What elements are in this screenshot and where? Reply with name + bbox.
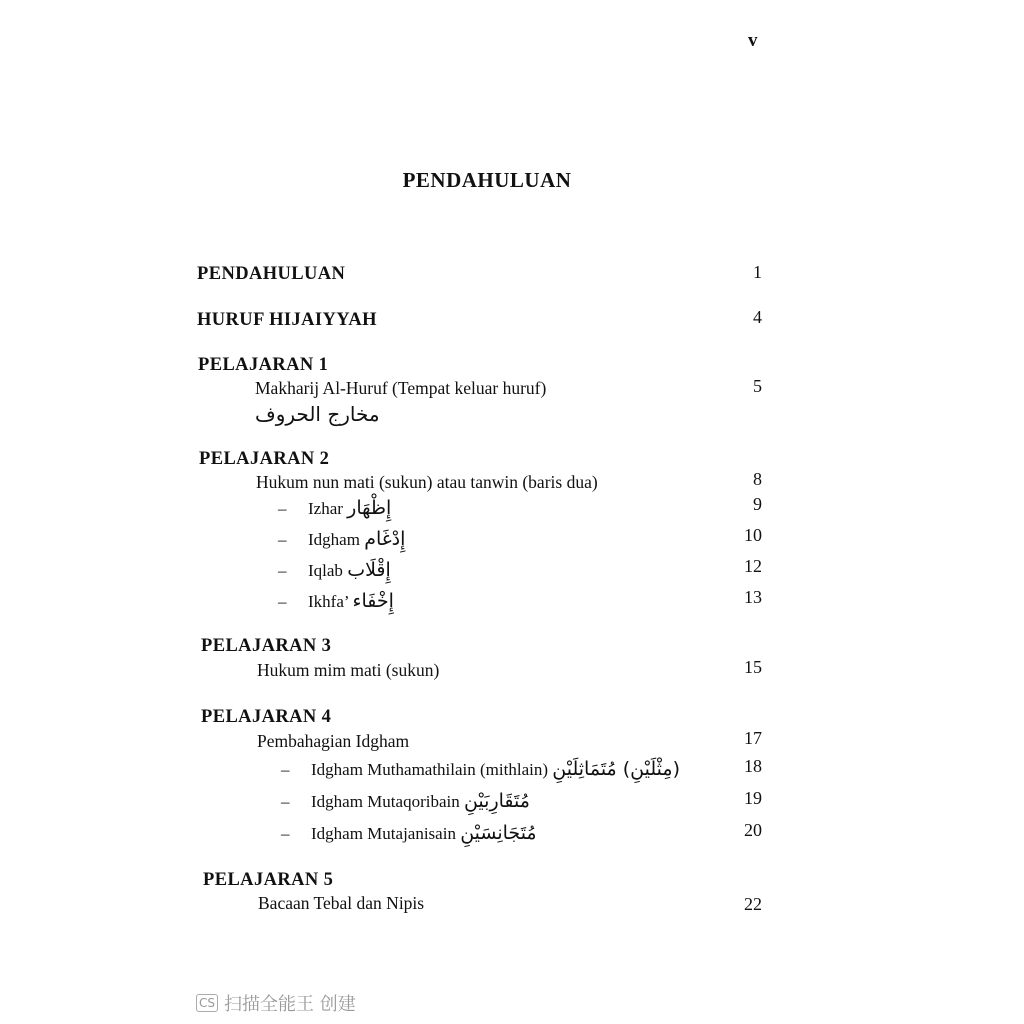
page-title: PENDAHULUAN xyxy=(402,168,572,192)
bullet-dash: – xyxy=(278,561,287,580)
bullet-dash: – xyxy=(278,592,287,611)
toc-heading-huruf-hijaiyyah: HURUF HIJAIYYAH xyxy=(197,310,377,330)
toc-heading-pelajaran-3: PELAJARAN 3 xyxy=(201,636,332,656)
toc-page-number: 4 xyxy=(753,307,762,327)
toc-arabic-makharij: مخارج الحروف xyxy=(255,402,380,426)
toc-page-number: 15 xyxy=(744,657,762,677)
arabic-term: إِخْفَاء xyxy=(352,590,394,612)
bullet-dash: – xyxy=(281,824,290,843)
toc-heading-pelajaran-2: PELAJARAN 2 xyxy=(199,449,330,469)
toc-entry-hukum-mim-mati: Hukum mim mati (sukun) xyxy=(257,660,440,680)
toc-page-number: 5 xyxy=(753,376,762,396)
toc-subentry-mutaqoribain: – Idgham Mutaqoribain مُتَقَارِبَيْنِ xyxy=(281,790,530,812)
toc-page-number: 1 xyxy=(753,262,762,282)
bullet-dash: – xyxy=(278,530,287,549)
toc-heading-pelajaran-1: PELAJARAN 1 xyxy=(198,355,329,375)
toc-entry-pembahagian-idgham: Pembahagian Idgham xyxy=(257,731,410,751)
toc-page-number: 18 xyxy=(744,756,762,776)
arabic-term: مُتَقَارِبَيْنِ xyxy=(463,790,530,812)
scanner-watermark xyxy=(196,990,356,1016)
arabic-term: (مِثْلَيْنِ) مُتَمَاثِلَيْنِ xyxy=(552,758,680,780)
toc-subentry-muthamathilain: – Idgham Muthamathilain (mithlain) (مِثْلَيْنِ) مُتَمَاثِلَيْنِ xyxy=(281,758,680,780)
toc-page-number: 10 xyxy=(744,525,762,545)
bullet-dash: – xyxy=(281,792,290,811)
toc-heading-pendahuluan: PENDAHULUAN xyxy=(197,264,346,284)
toc-page-number: 22 xyxy=(744,894,762,914)
toc-page-number: 13 xyxy=(744,587,762,607)
bullet-dash: – xyxy=(281,760,290,779)
toc-page-number: 9 xyxy=(753,494,762,514)
toc-page-number: 20 xyxy=(744,820,762,840)
toc-heading-pelajaran-5: PELAJARAN 5 xyxy=(203,870,334,890)
arabic-term: إِقْلَاب xyxy=(347,559,391,581)
arabic-term: مُتَجَانِسَيْنِ xyxy=(460,822,537,844)
camscanner-logo-icon: CS xyxy=(196,994,218,1012)
toc-entry-bacaan-tebal: Bacaan Tebal dan Nipis xyxy=(258,893,425,913)
toc-page-number: 12 xyxy=(744,556,762,576)
toc-page-number: 8 xyxy=(753,469,762,489)
arabic-term: إِظْهَار xyxy=(347,497,392,519)
toc-entry-hukum-nun-mati: Hukum nun mati (sukun) atau tanwin (baris dua) xyxy=(256,472,598,492)
bullet-dash: – xyxy=(278,499,287,518)
toc-subentry-iqlab: – Iqlab إِقْلَاب xyxy=(278,559,391,581)
toc-page-number: 17 xyxy=(744,728,762,748)
toc-page-number: 19 xyxy=(744,788,762,808)
toc-subentry-idgham: – Idgham إِدْغَام xyxy=(278,528,406,550)
watermark-text: 扫描全能王 创建 xyxy=(224,994,356,1015)
arabic-term: إِدْغَام xyxy=(364,528,406,550)
toc-subentry-izhar: – Izhar إِظْهَار xyxy=(278,497,392,519)
toc-entry-makharij: Makharij Al-Huruf (Tempat keluar huruf) xyxy=(255,378,547,398)
toc-subentry-mutajanisain: – Idgham Mutajanisain مُتَجَانِسَيْنِ xyxy=(281,822,537,844)
toc-heading-pelajaran-4: PELAJARAN 4 xyxy=(201,707,332,727)
page-number: v xyxy=(748,30,758,51)
toc-subentry-ikhfa: – Ikhfa’ إِخْفَاء xyxy=(278,590,394,612)
